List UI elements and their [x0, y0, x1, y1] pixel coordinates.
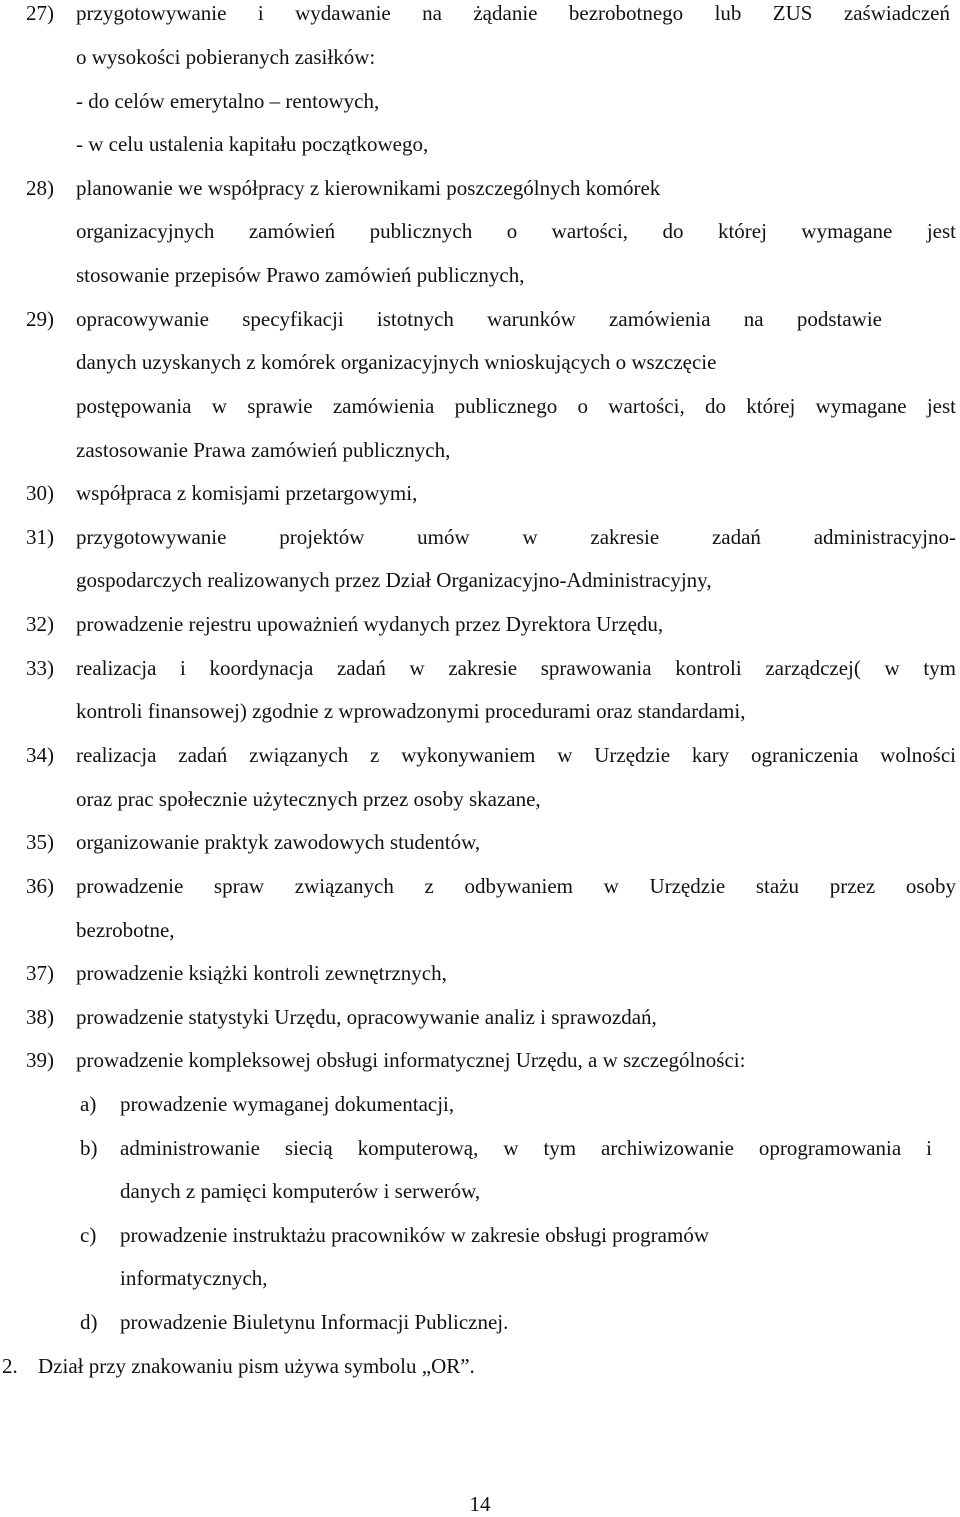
item-34-line-2: oraz prac społecznie użytecznych przez osoby skazane, — [76, 787, 541, 811]
item-33-line-1: realizacja i koordynacja zadań w zakresie sprawowania kontroli zarządczej( w tym — [76, 656, 956, 680]
item-39-line-1: prowadzenie kompleksowej obsługi informatycznej Urzędu, a w szczególności: — [76, 1048, 746, 1072]
item-27-line-1: przygotowywanie i wydawanie na żądanie bezrobotnego lub ZUS zaświadczeń — [76, 1, 950, 25]
item-28-line-2: organizacyjnych zamówień publicznych o wartości, do której wymagane jest — [76, 219, 956, 243]
item-number-39: 39) — [26, 1048, 54, 1072]
item-36-line-2: bezrobotne, — [76, 918, 175, 942]
item-34-line-1: realizacja zadań związanych z wykonywaniem w Urzędzie kary ograniczenia wolności — [76, 743, 956, 767]
subitem-letter-b: b) — [80, 1136, 98, 1160]
item-number-36: 36) — [26, 874, 54, 898]
item-27-line-4: - w celu ustalenia kapitału początkowego, — [76, 132, 429, 156]
page-number: 14 — [469, 1492, 491, 1516]
item-33-line-2: kontroli finansowej) zgodnie z wprowadzonymi procedurami oraz standardami, — [76, 699, 746, 723]
item-29-line-3: postępowania w sprawie zamówienia publicznego o wartości, do której wymagane jest — [76, 394, 956, 418]
item-30-line-1: współpraca z komisjami przetargowymi, — [76, 481, 418, 505]
item-31-line-2: gospodarczych realizowanych przez Dział Organizacyjno-Administracyjny, — [76, 568, 712, 592]
subitem-d-line-1: prowadzenie Biuletynu Informacji Publicznej. — [120, 1310, 509, 1334]
section-text: Dział przy znakowaniu pism używa symbolu „OR”. — [38, 1354, 475, 1378]
subitem-letter-c: c) — [80, 1223, 97, 1247]
item-number-37: 37) — [26, 961, 54, 985]
subitem-b-line-1: administrowanie siecią komputerową, w tym archiwizowanie oprogramowania i — [120, 1136, 932, 1160]
subitem-a-line-1: prowadzenie wymaganej dokumentacji, — [120, 1092, 455, 1116]
item-number-29: 29) — [26, 307, 54, 331]
item-28-line-3: stosowanie przepisów Prawo zamówień publicznych, — [76, 263, 525, 287]
item-number-30: 30) — [26, 481, 54, 505]
item-27-line-3: - do celów emerytalno – rentowych, — [76, 89, 380, 113]
subitem-c-line-1: prowadzenie instruktażu pracowników w zakresie obsługi programów — [120, 1223, 709, 1247]
item-29-line-4: zastosowanie Prawa zamówień publicznych, — [76, 438, 451, 462]
item-29-line-2: danych uzyskanych z komórek organizacyjnych wnioskujących o wszczęcie — [76, 350, 717, 374]
subitem-c-line-2: informatycznych, — [120, 1266, 268, 1290]
item-31-line-1: przygotowywanie projektów umów w zakresie zadań administracyjno- — [76, 525, 956, 549]
item-38-line-1: prowadzenie statystyki Urzędu, opracowywanie analiz i sprawozdań, — [76, 1005, 657, 1029]
item-28-line-1: planowanie we współpracy z kierownikami poszczególnych komórek — [76, 176, 661, 200]
item-number-35: 35) — [26, 830, 54, 854]
item-27-line-2: o wysokości pobieranych zasiłków: — [76, 45, 376, 69]
item-number-34: 34) — [26, 743, 54, 767]
item-number-38: 38) — [26, 1005, 54, 1029]
item-37-line-1: prowadzenie książki kontroli zewnętrznych, — [76, 961, 447, 985]
item-35-line-1: organizowanie praktyk zawodowych studentów, — [76, 830, 481, 854]
item-number-31: 31) — [26, 525, 54, 549]
subitem-letter-d: d) — [80, 1310, 98, 1334]
item-number-33: 33) — [26, 656, 54, 680]
item-number-32: 32) — [26, 612, 54, 636]
subitem-letter-a: a) — [80, 1092, 97, 1116]
item-29-line-1: opracowywanie specyfikacji istotnych warunków zamówienia na podstawie — [76, 307, 882, 331]
item-32-line-1: prowadzenie rejestru upoważnień wydanych przez Dyrektora Urzędu, — [76, 612, 664, 636]
section-number: 2. — [2, 1354, 18, 1378]
item-number-27: 27) — [26, 1, 54, 25]
item-number-28: 28) — [26, 176, 54, 200]
subitem-b-line-2: danych z pamięci komputerów i serwerów, — [120, 1179, 481, 1203]
item-36-line-1: prowadzenie spraw związanych z odbywaniem w Urzędzie stażu przez osoby — [76, 874, 956, 898]
